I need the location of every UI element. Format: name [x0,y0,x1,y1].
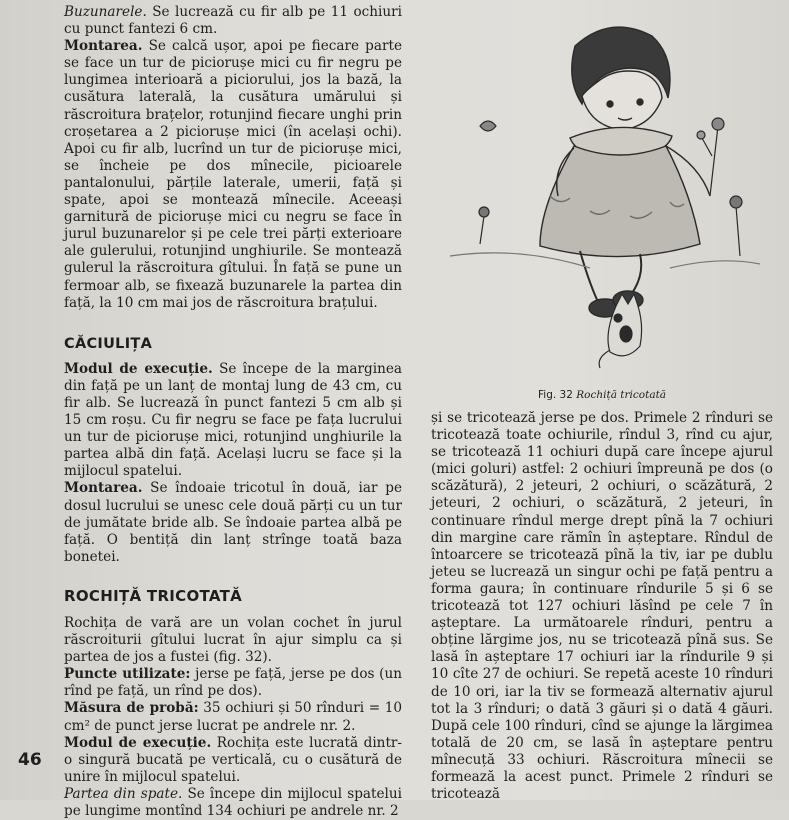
puncte-text: jerse pe față, jerse pe dos (un rînd pe față, un rînd pe dos). [64,666,402,700]
section-title-rochita: ROCHIȚĂ TRICOTATĂ [64,586,243,605]
girl-drawing [540,27,710,317]
paragraph-puncte [64,666,402,700]
paragraph-montarea [64,38,402,312]
montarea-text: Se calcă ușor, apoi pe fiecare parte se face un tur de piciorușe mici cu fir negru pe lungimea interioară a piciorului, jos la bază, la cusătura laterală, la cusătura umărului și răscroitura brațelor, rotunjind fiecare unghi prin croșetarea a 2 piciorușe mici (în același ochi). Apoi cu fir alb, lucrînd un tur de piciorușe mici, se încheie pe dos mînecile, picioarele pantalonului, părțile laterale, umerii, față și spate, apoi se montează mînecile. Aceeași garnitură de piciorușe mici cu negru se face în jurul buzunarelor și pe cele trei părți exterioare ale gulerului, rotunjind unghiurile. Se montează gulerul la răscroitura gîtului. În față se pune un fermoar alb, se fixează buzunarele la partea din față, la 10 cm mai jos de răscroitura brațului. [64,38,402,311]
paragraph-rochita-intro: Rochița de vară are un volan cochet în jurul răscroiturii gîtului lucrat în ajur simplu ca și partea de jos a fustei (fig. 32). [64,615,402,666]
figure-caption-text: Rochiță tricotată [576,389,667,401]
left-text-column [64,4,402,820]
montarea-label: Montarea. [64,38,143,55]
paragraph-caciulita-modul [64,361,402,481]
spate-text: Se începe din mijlocul spatelui pe lungime montînd 134 ochiuri pe andrele nr. 2 [64,785,402,820]
montarea-text: Se îndoaie tricotul în două, iar pe dosul lucrului se unesc cele două părți cu un tur de jumătate bride alb. Se îndoaie partea albă pe față. O bentiță din lanț strînge toată baza bonetei. [64,480,402,565]
section-title-caciulita: CĂCIULIȚA [64,335,153,352]
spate-label: Partea din spate. [64,785,183,802]
modul-text: Rochița este lucrată dintr-o singură bucată pe verticală, cu o cusătură de unire în mijlocul spatelui. [64,734,402,785]
paragraph-masura [64,700,402,734]
modul-label: Modul de execuție. [64,360,213,377]
paragraph-rochita-modul [64,735,402,786]
paragraph-caciulita-montarea [64,480,402,565]
modul-label: Modul de execuție. [64,734,212,751]
figure-illustration [440,6,770,376]
right-text-column [431,410,773,803]
buzunarele-text: Se lucrează cu fir alb pe 11 ochiuri cu punct fantezi 6 cm. [64,4,402,38]
masura-text: 35 ochiuri și 50 rînduri = 10 cm² de punct jerse lucrat pe andrele nr. 2. [64,700,403,734]
puncte-label: Puncte utilizate: [64,666,191,683]
figure-label: Fig. 32 [538,389,573,401]
figure-caption [538,389,666,401]
montarea-label: Montarea. [64,480,143,497]
paragraph-buzunarele [64,4,402,38]
modul-text: Se începe de la marginea din față pe un lanț de montaj lung de 43 cm, cu fir alb. Se lucrează în punct fantezi 5 cm alb și 15 cm roșu. Cu fir negru se face pe fața lucrului un tur de piciorușe mici, rotunjind unghiurile la partea albă din față. Același lucru se face și la mijlocul spatelui. [64,360,402,480]
paragraph-spate [64,786,402,820]
masura-label: Măsura de probă: [64,700,199,717]
buzunarele-label: Buzunarele. [64,4,147,20]
page-number: 46 [18,750,42,770]
paragraph-right-text: și se tricotează jerse pe dos. Primele 2 rînduri se tricotează toate ochiurile, rîndul 3, rînd cu ajur, se tricotează 11 ochiuri după care începe ajurul (mici goluri) astfel: 2 ochiuri împreună pe dos (o scăzătură), 2 jeteuri, 2 ochiuri, o scăzătură, 2 jeteuri, 2 ochiuri, o scăzătură, 2 jeteuri, în continuare rîndul merge drept pînă la 7 ochiuri din margine care rămîn în așteptare. Rîndul de întoarcere se tricotează pînă la tiv, iar pe dublu jeteu se lucrează un singur ochi pe față pentru a forma gaura; în continuare rîndurile 5 și 6 se tricotează tot 127 ochiuri lăsînd pe cele 7 în așteptare. La următoarele rînduri, pentru a obține lărgime jos, nu se tricotează pînă sus. Se lasă în așteptare 17 ochiuri iar la rîndurile 9 și 10 cîte 27 de ochiuri. Se repetă aceste 10 rînduri de 10 ori, iar la tiv se formează alternativ ajurul tot la 3 rînduri; o dată 3 găuri și o dată 4 găuri. După cele 100 rînduri, cînd se ajunge la lărgimea totală de 20 cm, se lasă în așteptare pentru mînecuță 33 ochiuri. Răscroitura mînecii se formează la acest punct. Primele 2 rînduri se tricotează [431,410,773,803]
